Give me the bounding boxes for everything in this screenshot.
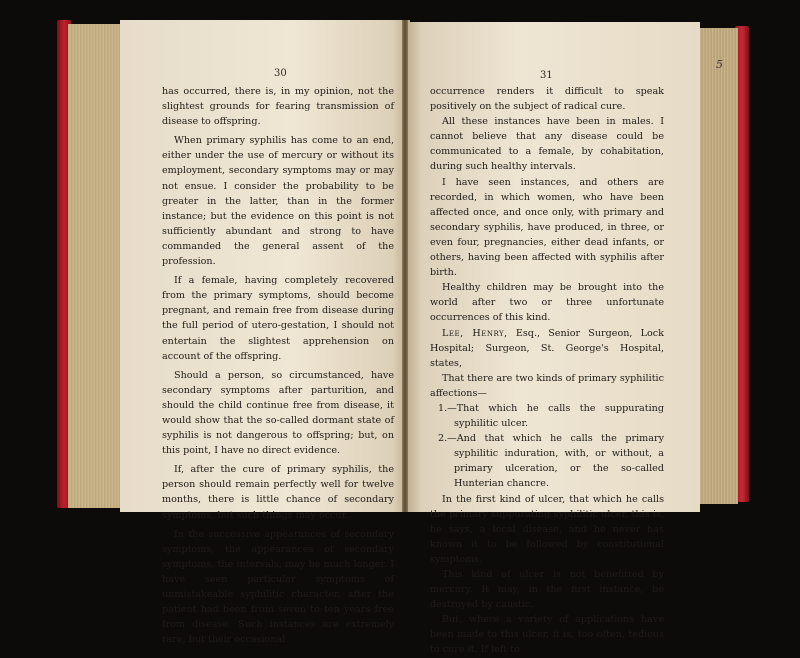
paragraph: If a female, having completely recovered from the primary symptoms, should become pregnant, and remain free from disease during the full period of utero-gestation, I should not entertain the slightest apprehension on account of the offspring.	[162, 275, 394, 362]
list-item: 2.—And that which he calls the primary syphilitic induration, with, or without, a primary ulceration, or the so-called Hunterian chancre.	[438, 433, 664, 490]
paragraph: But, where a variety of applications have been made to this ulcer, it is, too often, tedious to cure it. If left to	[430, 614, 664, 656]
paragraph: All these instances have been in males. I cannot believe that any disease could be communicated to a female, by cohabitation, during such healthy intervals.	[430, 116, 664, 173]
left-page-text	[162, 84, 394, 647]
paragraph: Healthy children may be brought into the world after two or three unfortunate occurrences of this kind.	[430, 282, 664, 324]
paragraph: Should a person, so circumstanced, have secondary symptoms after parturition, and should the child continue free from disease, it would show that the so-called dormant state of syphilis is not dangerous to offspring; but, on this point, I have no direct evidence.	[162, 369, 394, 457]
paragraph: In the successive appearances of secondary symptoms, the appearances of secondary symptoms, the intervals, may be much longer. I have seen particular symptoms of unmistakeable syphilitic character, after the patient had been from seven to ten years free from disease. Such instances are extremely rare, but their occasional	[162, 528, 394, 646]
right-page-number: 31	[540, 70, 553, 81]
paragraph: has occurred, there is, in my opinion, not the slightest grounds for fearing transmission of disease to offspring.	[162, 86, 394, 128]
author-details: Esq., Senior Surgeon, Lock Hospital; Surgeon, St. George's Hospital, states,	[430, 327, 664, 369]
paragraph: When primary syphilis has come to an end, either under the use of mercury or without its employment, secondary symptoms may or may not ensue. I consider the probability to be greater in the latter, than in the former instance; but the evidence on this point is not sufficiently abundant and strong to have commanded the general assent of the profession.	[162, 135, 394, 268]
paragraph: If, after the cure of primary syphilis, the person should remain perfectly well for twelve months, there is little chance of secondary symptoms, but such things may occur.	[162, 464, 394, 521]
book-gutter	[402, 20, 408, 512]
paragraph: This kind of ulcer is not benefitted by mercury. It may, in the first instance, be destroyed by caustic.	[430, 569, 664, 611]
pencil-margin-mark: 5	[716, 58, 723, 71]
paragraph: I have seen instances, and others are recorded, in which women, who have been affected once, and once only, with primary and secondary syphilis, have produced, in three, or even four, pregnancies, either dead infants, or others, having been affected with syphilis after birth.	[430, 176, 664, 279]
page-stack-left	[68, 24, 126, 508]
paragraph: In the first kind of ulcer, that which he calls the primary suppurating syphilitic ulcer, this is, he says, a local disease, and he never has known it to be followed by constitutional symptoms.	[430, 493, 664, 565]
right-page-text	[430, 84, 664, 658]
author-citation	[430, 326, 664, 371]
left-page-number: 30	[274, 68, 287, 79]
paragraph: That there are two kinds of primary syphilitic affections—	[430, 372, 664, 399]
page-stack-right	[694, 28, 738, 504]
paragraph: occurrence renders it difficult to speak positively on the subject of radical cure.	[430, 86, 664, 113]
author-name: Lee, Henry,	[442, 327, 508, 339]
list-item: 1.—That which he calls the suppurating syphilitic ulcer.	[438, 402, 664, 430]
